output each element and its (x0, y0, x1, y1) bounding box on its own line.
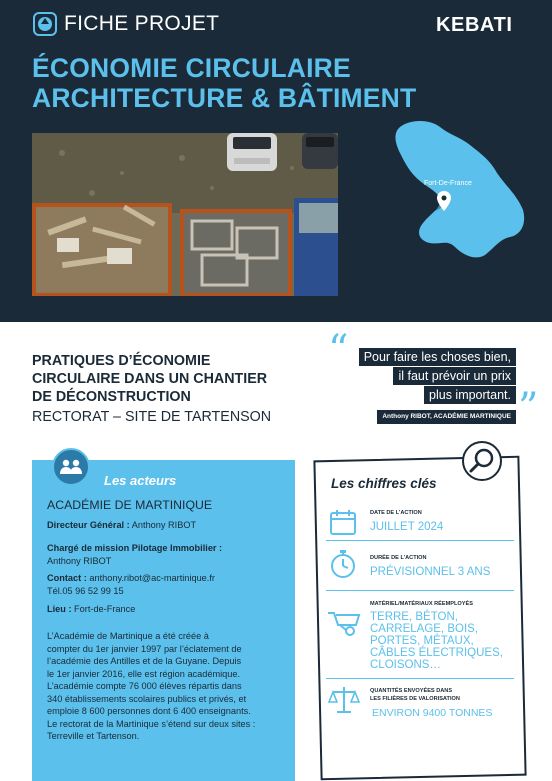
location-line (47, 603, 135, 616)
description-line: L’académie compte 76 000 élèves répartis dans (47, 681, 242, 691)
stat-value: PRÉVISIONNEL 3 ANS (370, 566, 491, 578)
description-line: l’académie des Antilles et de la Guyane. Depuis (47, 656, 242, 666)
key-figures-heading: Les chiffres clés (331, 476, 437, 491)
manager-label: Chargé de mission Pilotage Immobilier : (47, 543, 223, 553)
stat-value-list (370, 611, 503, 671)
project-title-line: DE DÉCONSTRUCTION (32, 389, 191, 405)
title-line: ARCHITECTURE & BÂTIMENT (32, 83, 417, 113)
description-line: compter du 1er janvier 1997 par l’éclatement de (47, 643, 242, 654)
quote-block (359, 348, 516, 424)
map-city-label: Fort-De-France (424, 180, 472, 187)
director-label: Directeur Général : (47, 520, 130, 530)
stat-value: ENVIRON 9400 TONNES (372, 707, 493, 719)
divider (326, 678, 514, 679)
divider (326, 590, 514, 591)
stat-label: DATE DE L’ACTION (370, 510, 422, 516)
project-title (32, 352, 267, 406)
open-quote-icon: “ (328, 327, 349, 373)
location-label: Lieu : (47, 604, 72, 614)
stat-value-line: TERRE, BÉTON, (370, 611, 458, 623)
contact-email[interactable]: anthony.ribot@ac-martinique.fr (86, 573, 215, 583)
site-photo (32, 133, 338, 296)
project-title-line: CIRCULAIRE DANS UN CHANTIER (32, 371, 268, 387)
stat-label: DURÉE DE L’ACTION (370, 555, 427, 561)
divider (326, 540, 514, 541)
actors-heading: Les acteurs (104, 473, 177, 488)
kebati-logo: KEBATI (436, 14, 513, 36)
stat-label (370, 687, 460, 703)
stopwatch-icon (328, 548, 358, 580)
description-line: Terreville et Tartenson. (47, 731, 140, 741)
stat-value-line: CLOISONS… (370, 659, 441, 671)
scale-icon (328, 684, 360, 716)
project-subtitle: RECTORAT – SITE DE TARTENSON (32, 409, 272, 425)
title-line: ÉCONOMIE CIRCULAIRE (32, 53, 351, 83)
contact-block (47, 572, 215, 597)
description-line: emploie 8 600 personnes dont 6 400 enseignants. (47, 706, 251, 716)
wheelbarrow-icon (326, 607, 362, 637)
manager-block (47, 542, 222, 567)
director-value: Anthony RIBOT (129, 520, 197, 530)
stat-value-line: CARRELAGE, BOIS, (370, 623, 479, 635)
project-title-line: PRATIQUES D’ÉCONOMIE (32, 353, 211, 369)
stat-label-line: QUANTITÉS ENVOYÉES DANS (370, 688, 453, 694)
close-quote-icon: ” (518, 385, 539, 431)
stat-value: JUILLET 2024 (370, 521, 444, 533)
header-band (0, 0, 552, 322)
location-value: Fort-de-France (71, 604, 136, 614)
quote-line: Pour faire les choses bien, (359, 348, 516, 366)
fiche-projet-label: FICHE PROJET (64, 12, 220, 35)
director-line (47, 519, 196, 532)
description-line: le 1er janvier 2016, elle est région académique. (47, 668, 241, 679)
manager-value: Anthony RIBOT (47, 555, 112, 566)
calendar-icon (328, 507, 358, 537)
contact-label: Contact : (47, 573, 87, 583)
people-icon (52, 448, 90, 486)
stat-label-line: LES FILIÈRES DE VALORISATION (370, 696, 460, 702)
stat-label: MATÉRIEL/MATÉRIAUX RÉEMPLOYÉS (370, 601, 473, 607)
description-line: Le rectorat de la Martinique s’étend sur deux sites : (47, 718, 256, 729)
contact-phone[interactable]: Tél.05 96 52 99 15 (47, 585, 124, 596)
document-icon (33, 12, 57, 36)
academie-description (47, 630, 292, 743)
quote-author: Anthony RIBOT, ACADÉMIE MARTINIQUE (377, 410, 516, 424)
page-title (32, 53, 416, 113)
quote-line: plus important. (424, 386, 516, 404)
stat-value-line: CÂBLES ÉLECTRIQUES, (370, 647, 503, 659)
description-line: 340 établissements scolaires publics et privés, et (47, 693, 247, 704)
magnifier-icon (462, 441, 502, 481)
actors-organization: ACADÉMIE DE MARTINIQUE (47, 498, 213, 512)
quote-line: il faut prévoir un prix (393, 367, 516, 385)
martinique-map (385, 115, 530, 265)
description-line: L’Académie de Martinique a été créée à (47, 631, 209, 641)
stat-value-line: PORTES, MÉTAUX, (370, 635, 474, 647)
